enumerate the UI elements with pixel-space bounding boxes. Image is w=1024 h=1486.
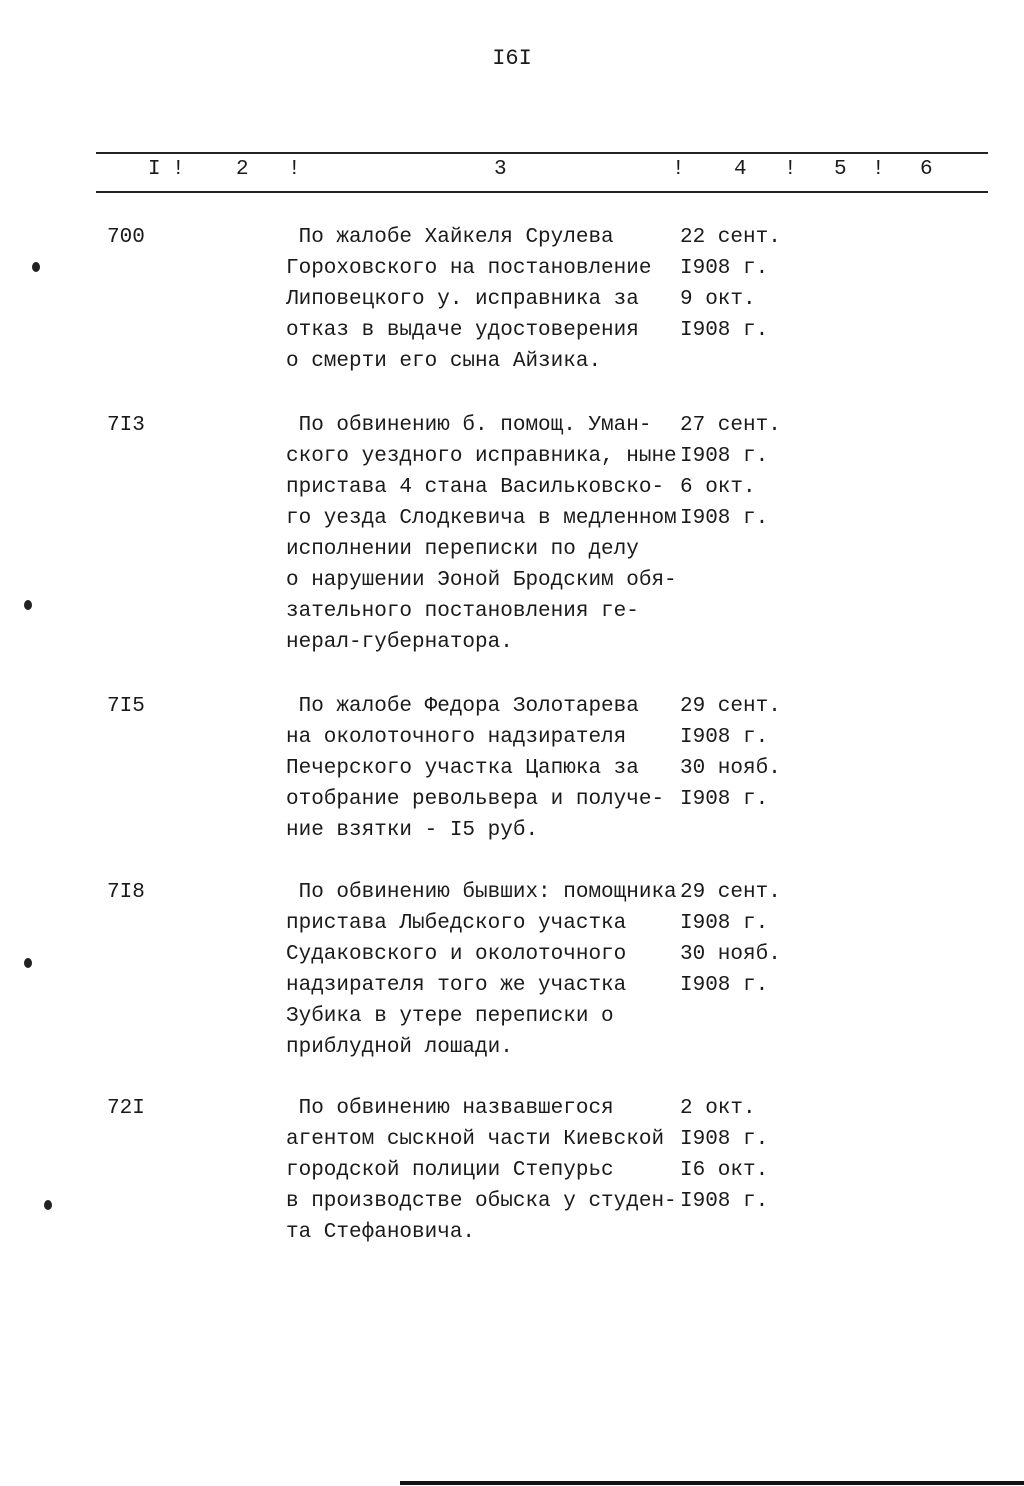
entry-date-line: 6 окт.: [680, 476, 756, 499]
entry-date-line: 2 окт.: [680, 1097, 756, 1120]
entry-text-line: По жалобе Федора Золотарева: [286, 695, 639, 718]
entry-number: 7I3: [107, 414, 145, 437]
header-col2: 2: [236, 158, 249, 181]
entry-date-line: I908 г.: [680, 726, 769, 749]
entry-text-line: нерал-губернатора.: [286, 631, 513, 654]
entry-date-line: I6 окт.: [680, 1159, 769, 1182]
entry-text-line: зательного постановления ге-: [286, 600, 639, 623]
entry-text-line: Липовецкого у. исправника за: [286, 288, 639, 311]
entry-text-line: По обвинению назвавшегося: [286, 1097, 614, 1120]
header-col3: 3: [494, 158, 507, 181]
header-col1: I: [148, 158, 161, 181]
entry-date-line: I908 г.: [680, 1128, 769, 1151]
entry-text-line: Судаковского и околоточного: [286, 943, 627, 966]
entry-number: 7I5: [107, 695, 145, 718]
header-sep: !: [784, 158, 797, 181]
entry-date-line: 30 нояб.: [680, 757, 781, 780]
entry-text-line: ние взятки - I5 руб.: [286, 819, 539, 842]
entry-text-line: Зубика в утере переписки о: [286, 1005, 614, 1028]
entry-text-line: По обвинению бывших: помощника: [286, 881, 677, 904]
entry-date-line: I908 г.: [680, 974, 769, 997]
entry-text-line: на околоточного надзирателя: [286, 726, 627, 749]
entry-date-line: 22 сент.: [680, 226, 781, 249]
entry-text-line: отобрание револьвера и получе-: [286, 788, 665, 811]
entry-date-line: I908 г.: [680, 507, 769, 530]
header-top-rule: [96, 152, 988, 154]
entry-text-line: о смерти его сына Айзика.: [286, 350, 602, 373]
header-bottom-rule: [96, 191, 988, 193]
entry-date-line: 30 нояб.: [680, 943, 781, 966]
entry-text-line: По обвинению б. помощ. Уман-: [286, 414, 652, 437]
entry-text-line: По жалобе Хайкеля Срулева: [286, 226, 614, 249]
header-sep: !: [288, 158, 301, 181]
entry-date-line: I908 г.: [680, 445, 769, 468]
entry-text-line: пристава Лыбедского участка: [286, 912, 627, 935]
punch-hole-mark: [24, 958, 32, 968]
entry-text-line: Печерского участка Цапюка за: [286, 757, 639, 780]
entry-text-line: ского уездного исправника, ныне: [286, 445, 677, 468]
entry-text-line: в производстве обыска у студен-: [286, 1190, 677, 1213]
entry-date-line: I908 г.: [680, 788, 769, 811]
entry-text-line: агентом сыскной части Киевской: [286, 1128, 665, 1151]
entry-date-line: 29 сент.: [680, 695, 781, 718]
entry-date-line: 9 окт.: [680, 288, 756, 311]
entry-text-line: надзирателя того же участка: [286, 974, 627, 997]
header-sep: !: [872, 158, 885, 181]
entry-text-line: Гороховского на постановление: [286, 257, 652, 280]
page-number: I6I: [492, 46, 532, 71]
entry-number: 7I8: [107, 881, 145, 904]
entry-date-line: 29 сент.: [680, 881, 781, 904]
entry-text-line: отказ в выдаче удостоверения: [286, 319, 639, 342]
entry-text-line: приблудной лошади.: [286, 1036, 513, 1059]
entry-text-line: городской полиции Степурьс: [286, 1159, 614, 1182]
scan-edge-line: [400, 1481, 1024, 1485]
header-sep: !: [672, 158, 685, 181]
entry-number: 72I: [107, 1097, 145, 1120]
entry-date-line: I908 г.: [680, 1190, 769, 1213]
header-sep: !: [172, 158, 185, 181]
header-col6: 6: [920, 158, 933, 181]
entry-text-line: го уезда Слодкевича в медленном: [286, 507, 677, 530]
entry-text-line: исполнении переписки по делу: [286, 538, 639, 561]
entry-text-line: та Стефановича.: [286, 1221, 476, 1244]
punch-hole-mark: [44, 1200, 52, 1210]
header-col4: 4: [734, 158, 747, 181]
entry-text-line: о нарушении Эоной Бродским обя-: [286, 569, 677, 592]
entry-text-line: пристава 4 стана Васильковско-: [286, 476, 665, 499]
punch-hole-mark: [32, 262, 40, 272]
entry-date-line: I908 г.: [680, 257, 769, 280]
entry-date-line: I908 г.: [680, 912, 769, 935]
punch-hole-mark: [24, 600, 32, 610]
entry-date-line: I908 г.: [680, 319, 769, 342]
entry-date-line: 27 сент.: [680, 414, 781, 437]
header-col5: 5: [834, 158, 847, 181]
entry-number: 700: [107, 226, 145, 249]
